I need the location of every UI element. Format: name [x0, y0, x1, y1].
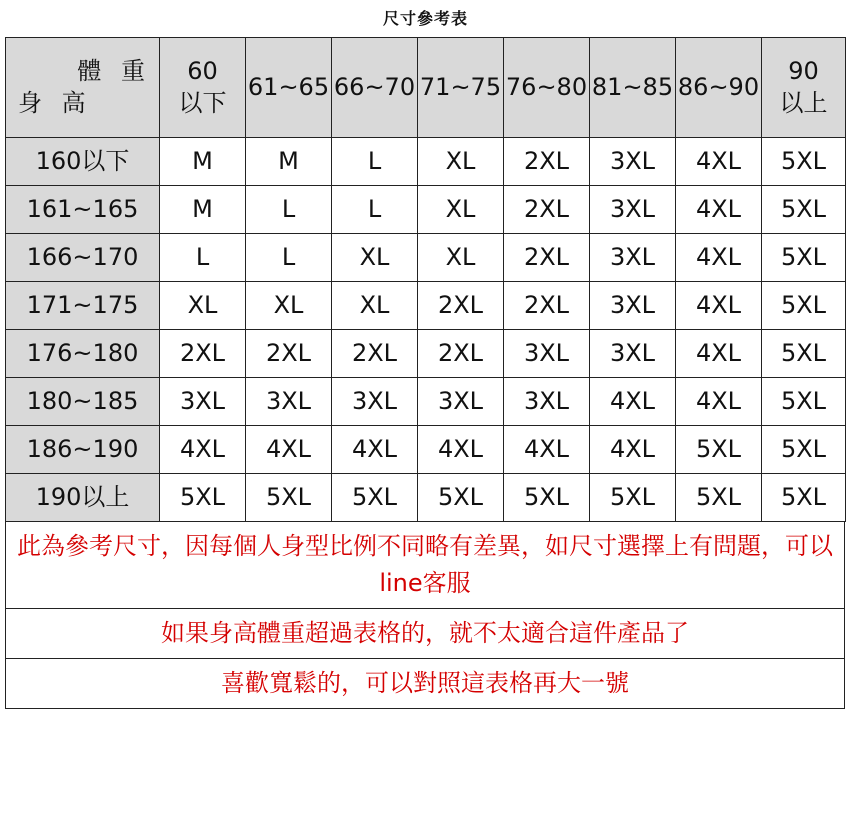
- size-cell: 5XL: [676, 474, 762, 522]
- size-cell: 4XL: [246, 426, 332, 474]
- size-cell: L: [246, 234, 332, 282]
- size-cell: 5XL: [332, 474, 418, 522]
- size-cell: 5XL: [762, 138, 846, 186]
- size-cell: 3XL: [590, 234, 676, 282]
- size-cell: 5XL: [762, 426, 846, 474]
- size-cell: 2XL: [418, 282, 504, 330]
- weight-header-text: 71~75: [419, 72, 502, 101]
- table-row: [6, 474, 846, 522]
- size-cell: 5XL: [762, 378, 846, 426]
- size-cell: 4XL: [160, 426, 246, 474]
- table-row: [6, 378, 846, 426]
- note-loose-fit: 喜歡寬鬆的，可以對照這表格再大一號: [6, 658, 844, 708]
- weight-header-text: 66~70: [333, 72, 416, 101]
- notes-box: [5, 522, 845, 709]
- weight-header-text: 61~65: [247, 72, 330, 101]
- size-cell: 5XL: [762, 186, 846, 234]
- height-header-cell: 186~190: [6, 426, 160, 474]
- size-cell: L: [332, 186, 418, 234]
- size-cell: 2XL: [246, 330, 332, 378]
- size-cell: 5XL: [762, 234, 846, 282]
- weight-header-text: 以上: [779, 88, 828, 117]
- table-row: [6, 138, 846, 186]
- weight-header-cell: [160, 38, 246, 138]
- size-cell: 5XL: [418, 474, 504, 522]
- height-header-cell: 160以下: [6, 138, 160, 186]
- size-cell: 2XL: [504, 138, 590, 186]
- weight-header-text: 86~90: [677, 72, 760, 101]
- size-cell: XL: [332, 234, 418, 282]
- weight-header-cell: [418, 38, 504, 138]
- weight-header-text: 以下: [178, 88, 227, 117]
- weight-header-cell: [246, 38, 332, 138]
- size-cell: 4XL: [676, 186, 762, 234]
- weight-header-cell: [762, 38, 846, 138]
- page-title: 尺寸參考表: [382, 9, 468, 28]
- size-chart-table: [5, 37, 846, 522]
- size-cell: 2XL: [418, 330, 504, 378]
- size-cell: 3XL: [504, 330, 590, 378]
- size-cell: XL: [418, 138, 504, 186]
- size-cell: 2XL: [504, 282, 590, 330]
- header-row: [6, 38, 846, 138]
- size-cell: 2XL: [332, 330, 418, 378]
- size-cell: 5XL: [160, 474, 246, 522]
- size-cell: XL: [332, 282, 418, 330]
- note-out-of-range: 如果身高體重超過表格的，就不太適合這件產品了: [6, 608, 844, 658]
- size-cell: 4XL: [504, 426, 590, 474]
- table-row: [6, 234, 846, 282]
- size-cell: 3XL: [246, 378, 332, 426]
- size-cell: 2XL: [160, 330, 246, 378]
- weight-header-text: 76~80: [505, 72, 588, 101]
- size-cell: XL: [418, 234, 504, 282]
- size-cell: XL: [246, 282, 332, 330]
- size-cell: 3XL: [590, 282, 676, 330]
- size-cell: M: [160, 138, 246, 186]
- weight-header-text: 60: [187, 57, 218, 86]
- table-row: [6, 426, 846, 474]
- weight-header-text: 90: [788, 57, 819, 86]
- size-cell: 5XL: [504, 474, 590, 522]
- size-cell: 3XL: [332, 378, 418, 426]
- size-cell: 5XL: [762, 282, 846, 330]
- height-header-cell: 166~170: [6, 234, 160, 282]
- size-cell: M: [246, 138, 332, 186]
- weight-axis-label: 體 重: [77, 57, 151, 86]
- size-cell: XL: [160, 282, 246, 330]
- table-row: [6, 330, 846, 378]
- size-cell: 5XL: [762, 474, 846, 522]
- size-cell: 5XL: [590, 474, 676, 522]
- size-cell: 4XL: [676, 330, 762, 378]
- height-header-cell: 190以上: [6, 474, 160, 522]
- size-cell: 3XL: [418, 378, 504, 426]
- size-cell: 4XL: [676, 378, 762, 426]
- table-row: [6, 186, 846, 234]
- size-cell: 3XL: [590, 186, 676, 234]
- size-cell: 5XL: [676, 426, 762, 474]
- size-cell: 4XL: [676, 138, 762, 186]
- size-cell: 5XL: [246, 474, 332, 522]
- size-cell: 3XL: [504, 378, 590, 426]
- size-cell: 2XL: [504, 234, 590, 282]
- size-cell: 4XL: [676, 234, 762, 282]
- size-cell: 4XL: [590, 378, 676, 426]
- weight-header-cell: [504, 38, 590, 138]
- height-header-cell: 176~180: [6, 330, 160, 378]
- height-axis-label: 身 高: [18, 88, 92, 117]
- weight-header-cell: [676, 38, 762, 138]
- size-cell: 2XL: [504, 186, 590, 234]
- weight-header-cell: [590, 38, 676, 138]
- size-cell: 4XL: [418, 426, 504, 474]
- size-cell: XL: [418, 186, 504, 234]
- corner-cell: [6, 38, 160, 138]
- size-cell: L: [160, 234, 246, 282]
- size-cell: 3XL: [160, 378, 246, 426]
- size-cell: L: [246, 186, 332, 234]
- size-cell: 4XL: [332, 426, 418, 474]
- size-cell: M: [160, 186, 246, 234]
- table-row: [6, 282, 846, 330]
- size-cell: 4XL: [676, 282, 762, 330]
- height-header-cell: 180~185: [6, 378, 160, 426]
- weight-header-cell: [332, 38, 418, 138]
- weight-header-text: 81~85: [591, 72, 674, 101]
- size-cell: 5XL: [762, 330, 846, 378]
- size-cell: 3XL: [590, 330, 676, 378]
- size-cell: L: [332, 138, 418, 186]
- height-header-cell: 161~165: [6, 186, 160, 234]
- height-header-cell: 171~175: [6, 282, 160, 330]
- size-cell: 3XL: [590, 138, 676, 186]
- note-reference-disclaimer: 此為參考尺寸，因每個人身型比例不同略有差異，如尺寸選擇上有問題，可以line客服: [17, 532, 833, 597]
- size-cell: 4XL: [590, 426, 676, 474]
